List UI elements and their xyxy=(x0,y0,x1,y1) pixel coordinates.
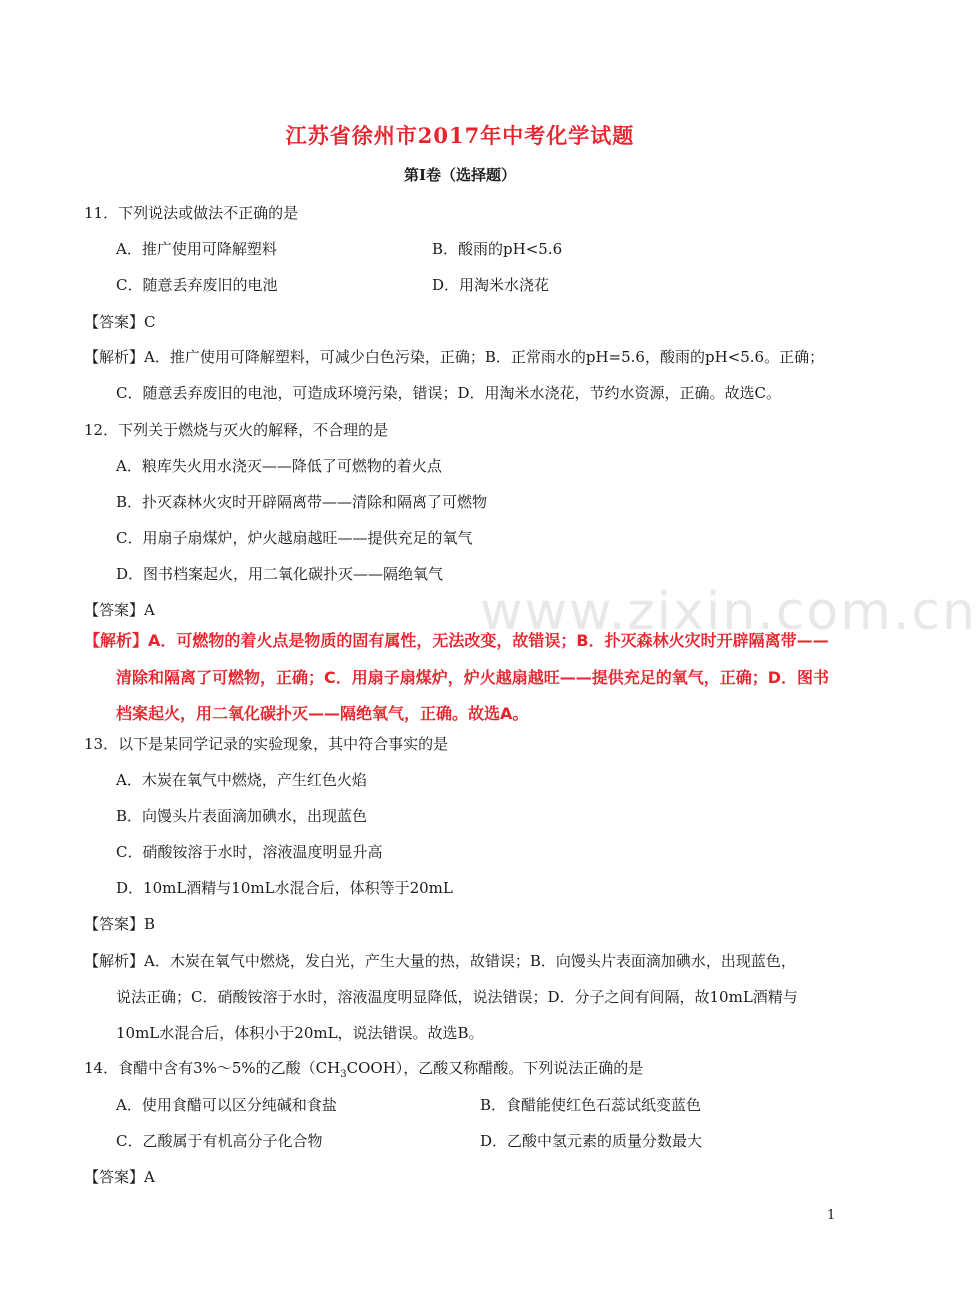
question-13-analysis-line-2: 说法正确；C．硝酸铵溶于水时，溶液温度明显降低，说法错误；D．分子之间有间隔，故10mL酒精与 xyxy=(116,988,798,1006)
question-13-option-a: A．木炭在氧气中燃烧，产生红色火焰 xyxy=(116,771,367,789)
question-12-stem: 12．下列关于燃烧与灭火的解释，不合理的是 xyxy=(84,421,389,439)
question-13-analysis-line-1: 【解析】A．木炭在氧气中燃烧，发白光，产生大量的热，故错误；B．向馒头片表面滴加碘水，出现蓝色， xyxy=(84,952,796,970)
question-14-option-c: C．乙酸属于有机高分子化合物 xyxy=(116,1132,323,1150)
question-13-analysis-line-3: 10mL水混合后，体积小于20mL，说法错误。故选B。 xyxy=(116,1024,484,1042)
question-14-stem-part-2: COOH），乙酸又称醋酸。下列说法正确的是 xyxy=(346,1059,644,1077)
question-12-option-a: A．粮库失火用水浇灭——降低了可燃物的着火点 xyxy=(116,457,442,475)
question-12-analysis-line-3: 档案起火，用二氧化碳扑灭——隔绝氧气，正确。故选A。 xyxy=(116,704,529,723)
question-14-option-b: B．食醋能使红色石蕊试纸变蓝色 xyxy=(480,1096,702,1114)
question-12-option-d: D．图书档案起火，用二氧化碳扑灭——隔绝氧气 xyxy=(116,565,444,583)
question-11-option-b: B．酸雨的pH<5.6 xyxy=(432,240,563,258)
question-11-answer: 【答案】C xyxy=(84,313,156,331)
question-14-stem xyxy=(84,1057,643,1086)
question-11-option-a: A．推广使用可降解塑料 xyxy=(116,240,277,258)
question-12-option-c: C．用扇子扇煤炉，炉火越扇越旺——提供充足的氧气 xyxy=(116,529,473,547)
question-11-analysis-line-1: 【解析】A．推广使用可降解塑料，可减少白色污染，正确；B．正常雨水的pH=5.6，酸雨的pH<5.6。正确； xyxy=(84,348,825,366)
question-11-analysis-line-2: C．随意丢弃废旧的电池，可造成环境污染，错误；D．用淘米水浇花，节约水资源，正确。故选C。 xyxy=(116,384,781,402)
question-13-answer: 【答案】B xyxy=(84,915,156,933)
question-14-answer: 【答案】A xyxy=(84,1168,155,1186)
question-12-analysis-line-1: 【解析】A．可燃物的着火点是物质的固有属性，无法改变，故错误；B．扑灭森林火灾时开辟隔离带—— xyxy=(84,631,829,650)
question-11-option-d: D．用淘米水浇花 xyxy=(432,276,550,294)
question-11-option-c: C．随意丢弃废旧的电池 xyxy=(116,276,278,294)
question-12-option-b: B．扑灭森林火灾时开辟隔离带——清除和隔离了可燃物 xyxy=(116,493,488,511)
question-12-answer: 【答案】A xyxy=(84,601,155,619)
document-title: 江苏省徐州市2017年中考化学试题 xyxy=(285,123,635,148)
question-12-analysis-line-2: 清除和隔离了可燃物，正确；C．用扇子扇煤炉，炉火越扇越旺——提供充足的氧气，正确；D．图书 xyxy=(116,668,830,687)
question-11-stem: 11．下列说法或做法不正确的是 xyxy=(84,204,299,222)
question-13-option-c: C．硝酸铵溶于水时，溶液温度明显升高 xyxy=(116,843,383,861)
question-13-option-d: D．10mL酒精与10mL水混合后，体积等于20mL xyxy=(116,879,453,897)
question-14-option-a: A．使用食醋可以区分纯碱和食盐 xyxy=(116,1096,337,1114)
question-13-option-b: B．向馒头片表面滴加碘水，出现蓝色 xyxy=(116,807,368,825)
page-number: 1 xyxy=(827,1208,836,1223)
question-14-stem-part-1: 14．食醋中含有3%～5%的乙酸（CH xyxy=(84,1059,341,1077)
question-14-option-d: D．乙酸中氢元素的质量分数最大 xyxy=(480,1132,703,1150)
question-13-stem: 13．以下是某同学记录的实验现象，其中符合事实的是 xyxy=(84,735,449,753)
watermark: www.zixin.com.cn xyxy=(480,582,977,642)
section-heading: 第Ⅰ卷（选择题） xyxy=(403,166,517,184)
question-14-stem-subscript: 3 xyxy=(340,1069,347,1080)
